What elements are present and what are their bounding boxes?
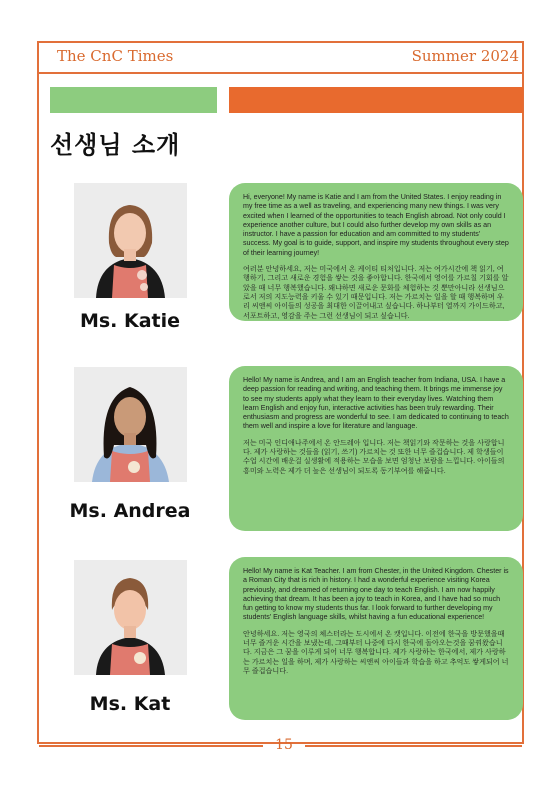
teacher-name-andrea: Ms. Andrea [69, 500, 191, 522]
bio-korean: 여러분 안녕하세요, 저는 미국에서 온 케이티 티처입니다. 저는 여가시간에 책 읽기, 여행하기, 그리고 새로운 경험을 쌓는 것을 좋아합니다. 한국에서 영어를 가르칠 기회를 알았을 때 너무 행복했습니다. 왜냐하면 새로운 문화를 체험하는 것 뿐만아니라 선생님으로서 저의 지도능력을 키울 수 있기 때문입니다. 저는 가르치는 일을 할 때 행복하며 우리 씨앤씨 아이들의 성공을 최대한 이끌어내고 싶습니다. 하나부터 열까지 가이드하고, 서포트하고, 영감을 주는 그런 선생님이 되고 싶습니다. [243, 265, 509, 320]
issue-label: Summer 2024 [411, 47, 519, 65]
teacher-photo-kat [74, 560, 187, 675]
publication-title: The CnC Times [57, 47, 174, 65]
teacher-name-katie: Ms. Katie [79, 310, 181, 332]
bio-korean: 안녕하세요. 저는 영국의 체스터라는 도시에서 온 캣입니다. 이전에 한국을 방문했을때 너무 즐거운 시간을 보냈는데, 그때부터 나중에 다시 한국에 돌아오는것을 꿈꿔왔습니다. 지금은 그 꿈을 이루게 되어 너무 행복합니다. 제가 사랑하는 한국에서, 제가 사랑하는 가르치는 일을 하며, 제가 사랑하는 씨앤씨 아이들과 학습을 하고 추억도 쌓게되어 너무 즐겁습니다. [243, 629, 509, 675]
bio-bubble-kat [229, 557, 523, 720]
section-title: 선생님 소개 [50, 131, 181, 159]
bio-english: Hello! My name is Kat Teacher. I am from Chester, in the United Kingdom. Chester is a Roman City that is rich in history. I had a wonderful experience visiting Korea previously, and dreamed of returning one day to teach English. I am now happily achieving that dream. It has been a joy to teach in Korea, and I have had so much fun getting to know my students thus far. I look forward to further developing my students' English language skills, whilst having a fun educational experience! [243, 567, 509, 622]
bio-english: Hello! My name is Andrea, and I am an English teacher from Indiana, USA. I have a deep passion for reading and writing, and teaching them. It brings me immense joy to see my students apply what they learn to their everyday lives. Watching them learn English and enjoy fun, interactive activities has been truly rewarding. Their enthusiasm and progress are wonderful to see. I am dedicated to continuing to teach them well and inspire a love for literature and language. [243, 376, 509, 431]
bio-bubble-katie [229, 183, 523, 321]
footer-rule-left [39, 745, 263, 747]
teacher-photo-katie [74, 183, 187, 298]
bio-korean: 저는 미국 인디애나주에서 온 안드레아 입니다. 저는 책읽기와 작문하는 것을 사랑합니다. 제가 사랑하는 것들을 (읽기, 쓰기) 가르치는 것 또한 너무 즐겁습니다. 제 학생들이 수업 시간에 배운걸 실생활에 적용하는 모습을 보면 엄청난 보람을 느낍니다. 아이들의 흥미와 노력은 제가 더 높은 선생님이 되도록 동기부여를 해줍니다. [243, 438, 505, 475]
bio-english: Hi, everyone! My name is Katie and I am from the United States. I enjoy reading in my free time as a well as traveling, and experiencing many new things. I was very excited when I learned of the opportunities to teach English abroad. Not only could I experience another culture, but I could also further develop my own skills as an instructor. I have a passion for education and am committed to my students' success. My goal is to guide, support, and inspire my students throughout every step of their learning journey! [243, 193, 509, 257]
bio-bubble-andrea [229, 366, 523, 531]
teacher-name-kat: Ms. Kat [89, 693, 171, 715]
orange-banner [229, 87, 523, 113]
page-number: 15 [275, 737, 293, 753]
green-banner [50, 87, 217, 113]
header-rule [39, 72, 522, 74]
teacher-photo-andrea [74, 367, 187, 482]
footer-rule-right [305, 745, 522, 747]
